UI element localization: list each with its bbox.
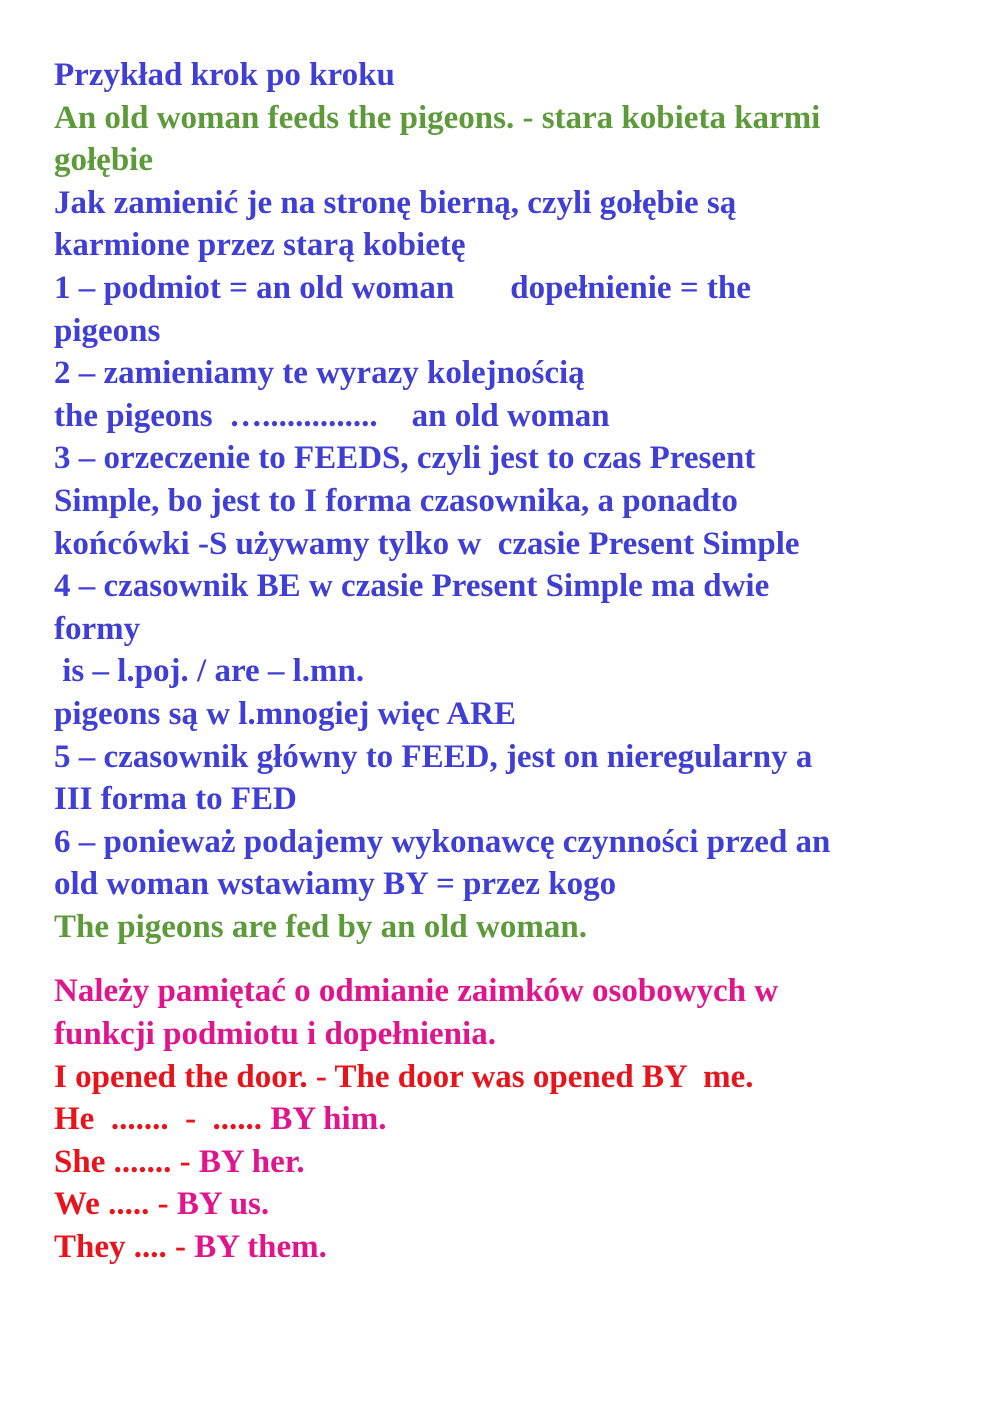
step-3-line-1: 3 – orzeczenie to FEEDS, czyli jest to czas Present (54, 440, 756, 477)
step-2-object: an old woman (411, 397, 610, 434)
pronoun-object: BY us. (176, 1186, 270, 1223)
pronoun-subject: She ....... - (54, 1143, 199, 1180)
pronoun-object: BY her. (198, 1143, 305, 1180)
pronoun-subject: He ....... - ...... (54, 1101, 271, 1138)
pronoun-object: BY them. (194, 1229, 327, 1266)
note-line-2: funkcji podmiotu i dopełnienia. (54, 1016, 496, 1053)
pronoun-subject: I opened the door. - The door was opened BY (54, 1058, 695, 1095)
section-title: Przykład krok po kroku (54, 57, 395, 93)
step-4-line-1: 4 – czasownik BE w czasie Present Simple ma dwie (54, 568, 770, 605)
result-sentence: The pigeons are fed by an old woman. (54, 908, 587, 945)
worksheet-page (54, 54, 954, 1269)
step-1-line-2: pigeons (54, 312, 161, 349)
step-1-line-1 (54, 267, 954, 310)
pronoun-row-i (54, 1056, 954, 1099)
pronoun-row-they (54, 1226, 954, 1269)
step-3-line-3: końcówki -S używamy tylko w czasie Present Simple (54, 525, 800, 562)
step-1-subject: 1 – podmiot = an old woman (54, 269, 455, 306)
pronoun-subject: We ..... - (54, 1186, 177, 1223)
example-sentence-line-2: gołębie (54, 142, 153, 179)
pronoun-row-we (54, 1183, 954, 1226)
example-sentence-line-1: An old woman feeds the pigeons. - stara kobieta karmi (54, 99, 821, 136)
step-5-line-1: 5 – czasownik główny to FEED, jest on nieregularny a (54, 738, 813, 775)
pronoun-object: BY him. (270, 1101, 387, 1138)
step-6-line-2: old woman wstawiamy BY = przez kogo (54, 866, 617, 903)
pronoun-row-she (54, 1141, 954, 1184)
pronoun-subject: They .... - (54, 1229, 195, 1266)
step-4-line-2: formy (54, 610, 141, 647)
step-1-object: dopełnienie = the (510, 269, 751, 306)
step-4-line-4: pigeons są w l.mnogiej więc ARE (54, 695, 516, 732)
step-4-line-3: is – l.poj. / are – l.mn. (54, 653, 365, 690)
pronoun-object: me. (694, 1058, 754, 1095)
step-5-line-2: III forma to FED (54, 781, 297, 818)
step-6-line-1: 6 – ponieważ podajemy wykonawcę czynności przed an (54, 823, 831, 860)
question-line-2: karmione przez starą kobietę (54, 227, 466, 264)
step-2-line-2 (54, 395, 954, 438)
section-divider-space (54, 948, 954, 970)
step-2-line-1: 2 – zamieniamy te wyrazy kolejnością (54, 355, 585, 392)
step-2-subject: the pigeons ….............. (54, 397, 378, 434)
step-3-line-2: Simple, bo jest to I forma czasownika, a ponadto (54, 482, 738, 519)
question-line-1: Jak zamienić je na stronę bierną, czyli gołębie są (54, 184, 737, 221)
pronoun-row-he (54, 1098, 954, 1141)
note-line-1: Należy pamiętać o odmianie zaimków osobowych w (54, 973, 779, 1010)
